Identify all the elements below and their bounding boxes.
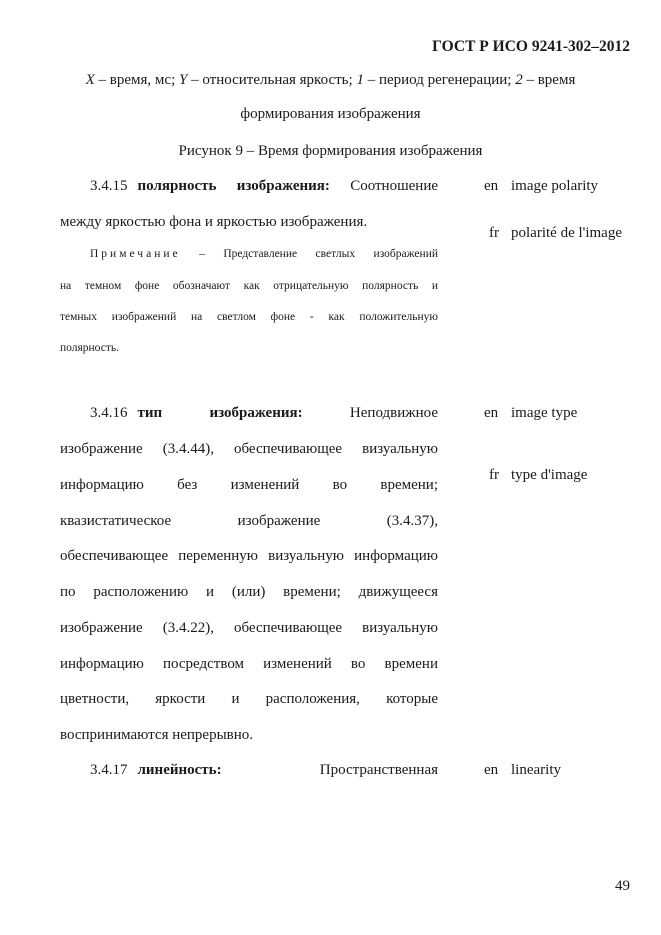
term-definition-line: квазистатическое изображение (3.4.37), [60,513,438,529]
term-word: тип [137,405,163,421]
note-line: темных изображений на светлом фоне - как положительную [60,311,438,323]
term-definition-start: Пространственная [319,762,438,778]
term-word: линейность: [137,762,222,778]
term-number: 3.4.15 [90,178,128,194]
term-definition-line: информацию посредством изменений во времени [60,656,438,672]
term-en-translation: en image type [484,405,578,421]
note-label: Примечание [90,248,181,260]
term-fr-translation: fr type d'image [489,467,588,483]
figure-legend-line-2: формирования изображения [240,106,421,122]
term-definition-line: цветности, яркости и расположения, которые [60,691,438,707]
term-definition-start: Соотношение [350,178,438,194]
document-code: ГОСТ Р ИСО 9241-302–2012 [432,38,630,55]
term-definition-line: воспринимаются непрерывно. [60,727,254,743]
term-word: полярность [137,178,217,194]
term-definition-line: обеспечивающее переменную визуальную информацию [60,548,438,564]
term-number: 3.4.16 [90,405,128,421]
term-3-4-15-heading [60,178,438,195]
page-number: 49 [615,878,630,894]
term-definition-line: изображение (3.4.44), обеспечивающее визуальную [60,441,438,457]
figure-legend-line-1: X – время, мс; Y – относительная яркость; 1 – период регенерации; 2 – время [85,72,576,88]
term-definition-line: между яркостью фона и яркостью изображения. [60,214,368,230]
figure-caption: Рисунок 9 – Время формирования изображения [178,143,483,159]
term-en-translation: en image polarity [484,178,599,194]
note-line: на темном фоне обозначают как отрицательную полярность и [60,280,438,292]
term-word: изображения: [209,405,303,421]
term-definition-line: по расположению и (или) времени; движущееся [60,584,438,600]
term-number: 3.4.17 [90,762,128,778]
term-3-4-17-heading [60,762,438,779]
term-definition-line: изображение (3.4.22), обеспечивающее визуальную [60,620,438,636]
term-definition-start: Неподвижное [349,405,438,421]
term-fr-translation: fr polarité de l'image [489,225,622,241]
term-word: изображения: [236,178,330,194]
term-3-4-16-heading [60,405,438,422]
term-definition-line: информацию без изменений во времени; [60,477,438,493]
note-line: Примечание – Представление светлых изображений [90,248,439,260]
note-line: полярность. [60,342,119,354]
term-en-translation: en linearity [484,762,561,778]
